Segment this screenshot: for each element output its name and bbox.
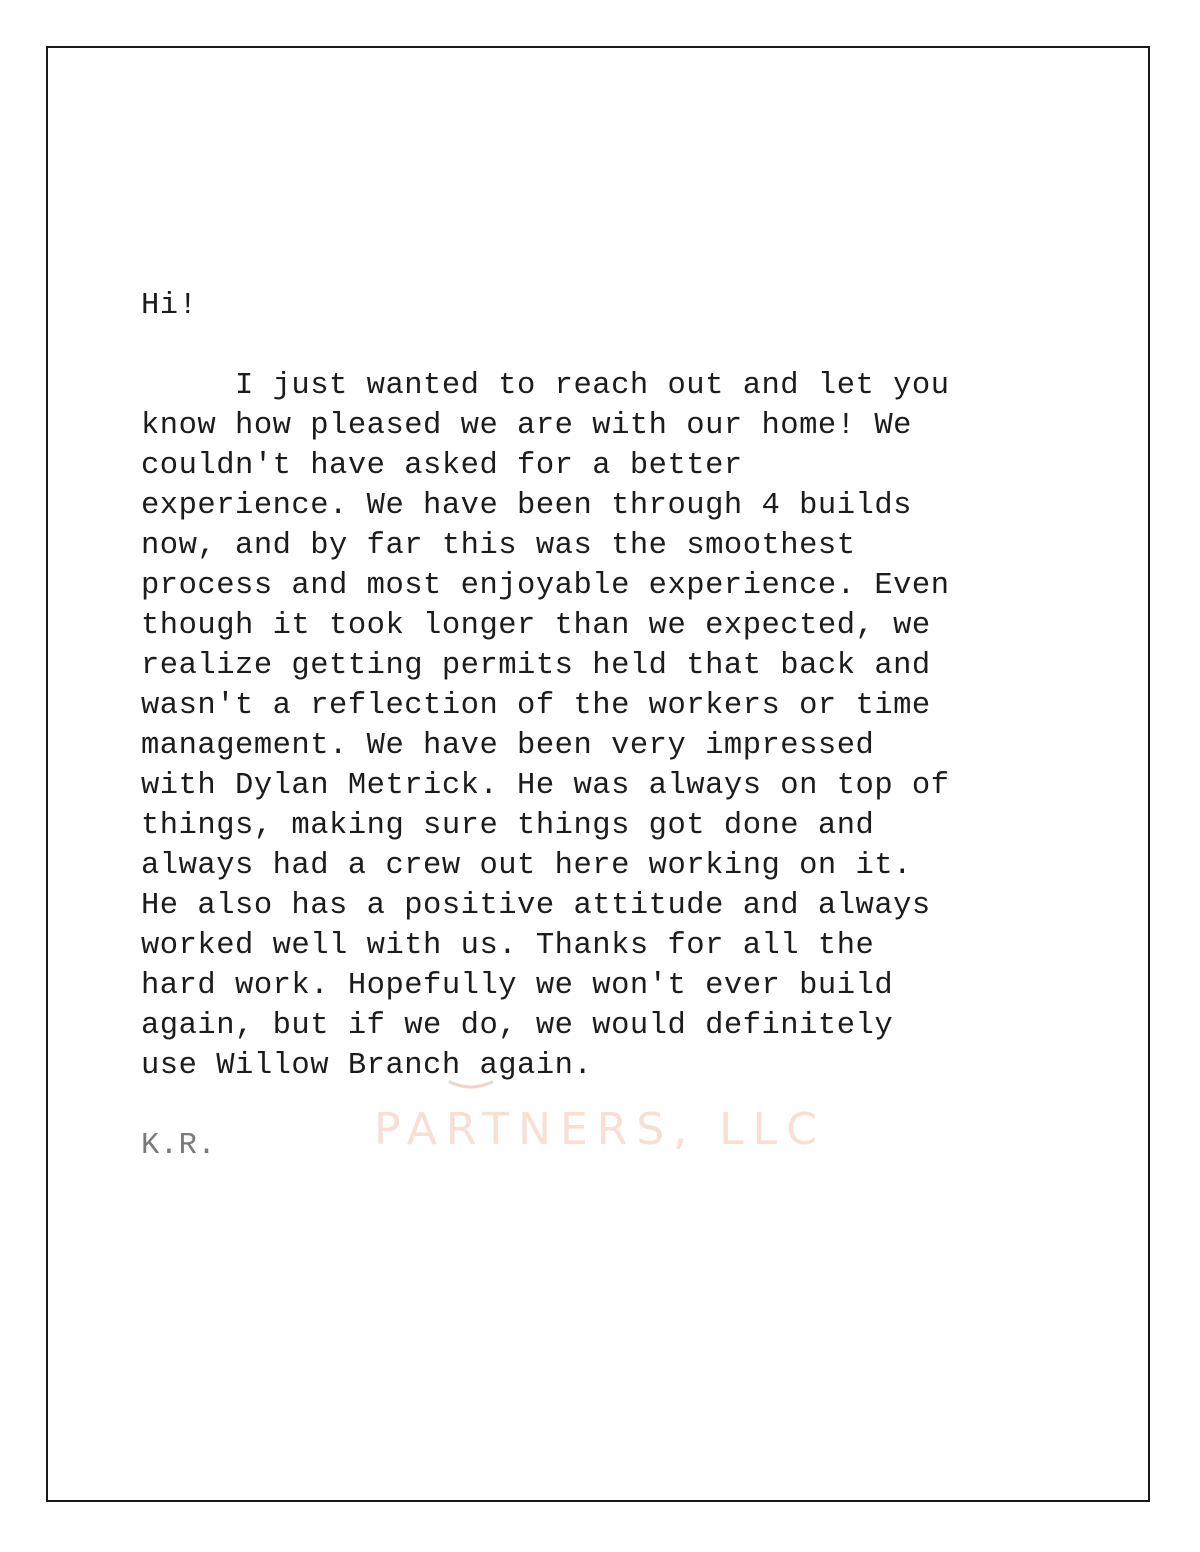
letter-body-line: I just wanted to reach out and let you	[141, 369, 950, 403]
letter-body	[141, 366, 1081, 1086]
letter	[141, 286, 1081, 1166]
letter-body-line: management. We have been very impressed	[141, 729, 875, 763]
letter-body-line: know how pleased we are with our home! We	[141, 409, 912, 443]
letter-body-line: always had a crew out here working on it.	[141, 849, 912, 883]
letter-body-line: process and most enjoyable experience. Even	[141, 569, 950, 603]
letter-body-line: He also has a positive attitude and always	[141, 889, 931, 923]
letter-body-line: wasn't a reflection of the workers or time	[141, 689, 931, 723]
letter-body-line: worked well with us. Thanks for all the	[141, 929, 875, 963]
letter-body-line: experience. We have been through 4 builds	[141, 489, 912, 523]
letter-body-line: again, but if we do, we would definitely	[141, 1009, 894, 1043]
letter-body-line: now, and by far this was the smoothest	[141, 529, 856, 563]
letter-greeting: Hi!	[141, 289, 198, 323]
letter-body-line: things, making sure things got done and	[141, 809, 875, 843]
letter-body-line: use Willow Branch again.	[141, 1049, 593, 1083]
letter-body-line: couldn't have asked for a better	[141, 449, 743, 483]
letter-body-line: though it took longer than we expected, we	[141, 609, 931, 643]
letter-body-line: with Dylan Metrick. He was always on top of	[141, 769, 950, 803]
watermark-logo-text: PARTNERS, LLC	[374, 1104, 827, 1155]
letter-body-line: hard work. Hopefully we won't ever build	[141, 969, 894, 1003]
letter-body-line: realize getting permits held that back and	[141, 649, 931, 683]
letter-signature: K.R.	[141, 1129, 217, 1163]
